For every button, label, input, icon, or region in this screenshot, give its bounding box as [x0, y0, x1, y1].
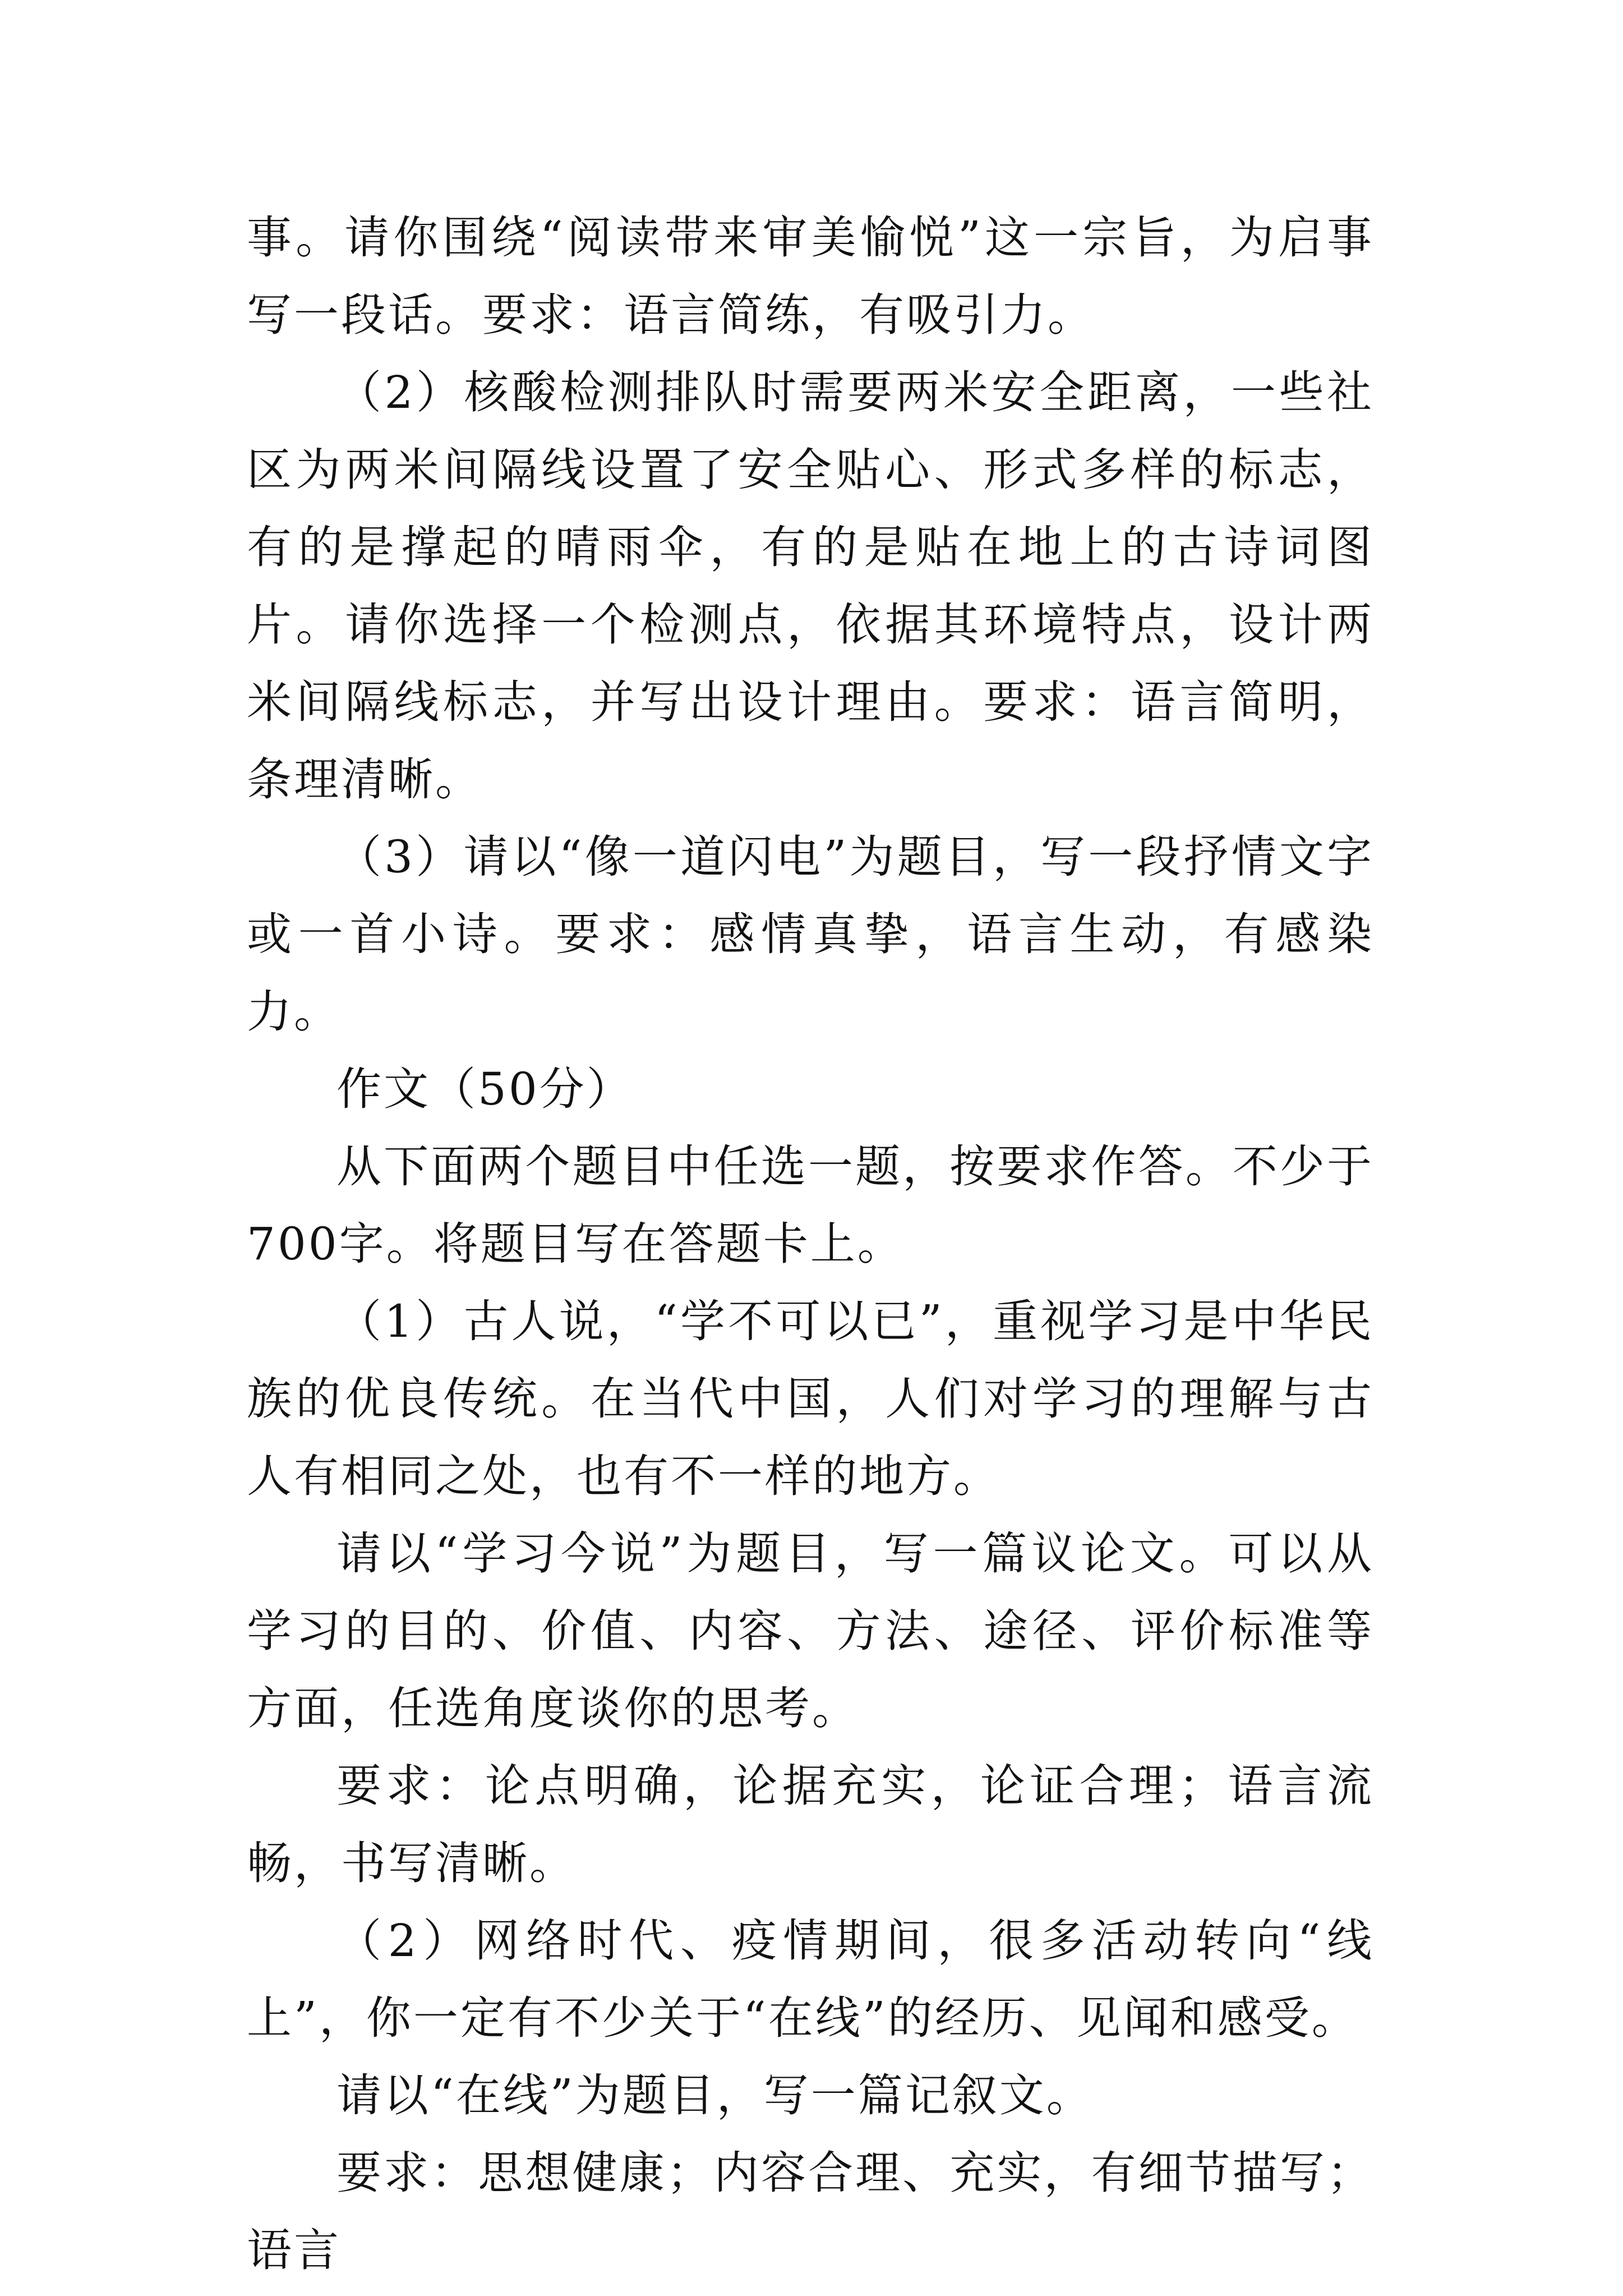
essay-prompt-1-title: 请以“学习今说”为题目，写一篇议论文。可以从学习的目的、价值、内容、方法、途径、评价标准等方面，任选角度谈你的思考。 [247, 1527, 1374, 1734]
paragraph-task-3: （3）请以“像一道闪电”为题目，写一段抒情文字或一首小诗。要求：感情真挚，语言生动，有感染力。 [247, 831, 1374, 1038]
paragraph-continuation: 事。请你围绕“阅读带来审美愉悦”这一宗旨，为启事写一段话。要求：语言简练，有吸引力。 [247, 211, 1374, 341]
essay-instructions: 从下面两个题目中任选一题，按要求作答。不少于700字。将题目写在答题卡上。 [247, 1140, 1374, 1270]
paragraph-task-2: （2）核酸检测排队时需要两米安全距离，一些社区为两米间隔线设置了安全贴心、形式多样的标志，有的是撑起的晴雨伞，有的是贴在地上的古诗词图片。请你选择一个检测点，依据其环境特点，设计两米间隔线标志，并写出设计理由。要求：语言简明，条理清晰。 [247, 366, 1374, 806]
document-body [247, 199, 1374, 2289]
essay-prompt-2-requirements: 要求：思想健康；内容合理、充实，有细节描写；语言 [247, 2147, 1374, 2276]
essay-prompt-2: （2）网络时代、疫情期间，很多活动转向“线上”，你一定有不少关于“在线”的经历、见闻和感受。 [247, 1915, 1374, 2044]
essay-prompt-2-title: 请以“在线”为题目，写一篇记叙文。 [336, 2069, 1094, 2122]
essay-heading: 作文（50分） [336, 1063, 634, 1115]
essay-prompt-1: （1）古人说，“学不可以已”，重视学习是中华民族的优良传统。在当代中国，人们对学习的理解与古人有相同之处，也有不一样的地方。 [247, 1295, 1374, 1502]
essay-prompt-1-requirements: 要求：论点明确，论据充实，论证合理；语言流畅，书写清晰。 [247, 1760, 1374, 1889]
